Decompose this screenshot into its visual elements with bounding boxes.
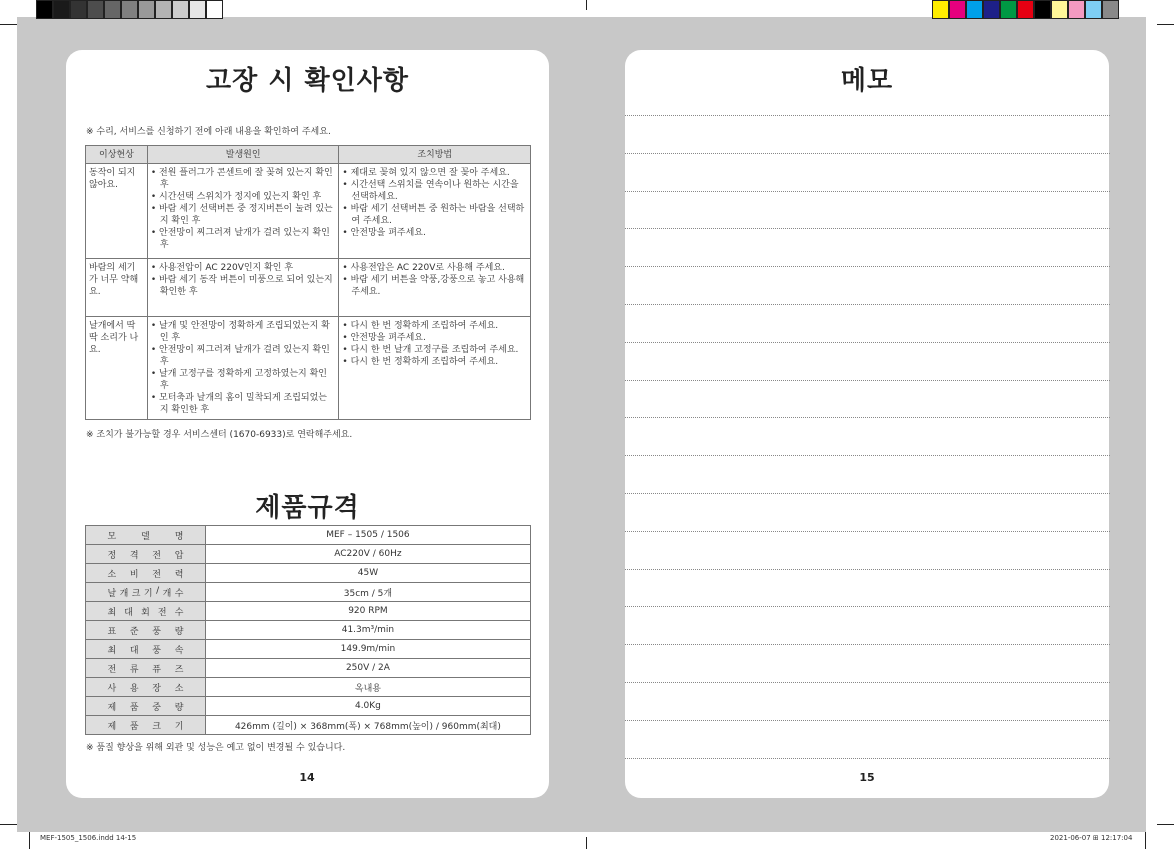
symptom-cell: 바람의 세기가 너무 약해요. [86,259,148,317]
spec-key [86,583,206,602]
color-swatch [104,0,121,19]
memo-line [625,493,1110,494]
color-swatch [966,0,983,19]
spec-key-text: 전 류 퓨 즈 [107,664,184,675]
color-swatch [1000,0,1017,19]
spec-title: 제품규격 [255,493,360,523]
memo-line [625,266,1110,267]
action-item: • 사용전압은 AC 220V로 사용해 주세요. [342,263,505,273]
color-swatch [70,0,87,19]
color-swatch [155,0,172,19]
spec-value: 149.9m/min [205,640,530,659]
action-item: • 다시 한 번 정확하게 조립하여 주세요. [342,321,499,331]
spec-value: 426mm (길이) × 368mm(폭) × 768mm(높이) / 960mm(최대) [205,716,530,735]
color-swatch [1034,0,1051,19]
color-swatch [53,0,70,19]
spec-key [86,659,206,678]
memo-line [625,304,1110,305]
troubleshooting-table [85,145,531,420]
color-swatch [1102,0,1119,19]
spec-key [86,526,206,545]
color-swatch [36,0,53,19]
memo-line [625,720,1110,721]
spec-key-text: 표 준 풍 량 [107,626,184,637]
spec-row [86,697,531,716]
service-note: ※ 조치가 불가능할 경우 서비스센터 (1670-6933)로 연락해주세요. [86,430,353,440]
memo-line [625,191,1110,192]
action-item: • 바람 세기 버튼을 약풍,강풍으로 놓고 사용해 주세요. [342,275,525,297]
crop-mark [0,824,17,825]
cause-item: • 시간선택 스위치가 정지에 있는지 확인 후 [150,192,322,202]
cause-item: • 모터축과 날개의 홈이 밀착되게 조립되었는지 확인한 후 [150,393,327,415]
color-swatch [87,0,104,19]
quality-note: ※ 품질 향상을 위해 외관 및 성능은 예고 없이 변경될 수 있습니다. [86,743,346,753]
cause-item: • 사용전압이 AC 220V인지 확인 후 [150,263,294,273]
cause-item: • 전원 플러그가 콘센트에 잘 꽂혀 있는지 확인 후 [150,168,333,190]
crop-mark [1157,824,1174,825]
spec-table [85,525,531,735]
crop-mark [586,837,587,849]
spec-value: 920 RPM [205,602,530,621]
spec-row [86,659,531,678]
memo-line [625,569,1110,570]
memo-line [625,531,1110,532]
spec-row [86,602,531,621]
spec-value: 35cm / 5개 [205,583,530,602]
action-cell [339,259,531,317]
spec-key [86,564,206,583]
memo-line [625,682,1110,683]
spec-key-text: 소 비 전 력 [107,569,184,580]
cause-item: • 바람 세기 동작 버튼이 미풍으로 되어 있는지 확인한 후 [150,275,333,297]
color-swatch [1051,0,1068,19]
action-item: • 시간선택 스위치를 연속이나 원하는 시간을 선택하세요. [342,180,519,202]
crop-mark [586,0,587,10]
spec-key-text: 최 대 풍 속 [107,645,184,656]
spec-key [86,640,206,659]
spec-key [86,545,206,564]
action-cell [339,317,531,420]
spec-key [86,697,206,716]
crop-mark [29,832,30,849]
color-swatch [1068,0,1085,19]
action-item: • 다시 한 번 정확하게 조립하여 주세요. [342,357,499,367]
right-page-number: 15 [859,771,875,784]
color-swatch [206,0,223,19]
action-item: • 안전망을 펴주세요. [342,333,426,343]
memo-line [625,228,1110,229]
troubleshooting-title: 고장 시 확인사항 [206,66,409,96]
memo-line [625,758,1110,759]
spec-key-text: 제 품 중 량 [107,702,184,713]
crop-mark [0,24,17,25]
cause-cell [147,164,339,259]
cause-item: • 날개 고정구를 정확하게 고정하였는지 확인 후 [150,369,327,391]
memo-line [625,417,1110,418]
spec-key-text: 제 품 크 기 [107,721,184,732]
cause-item: • 안전망이 찌그러져 날개가 걸려 있는지 확인 후 [150,228,330,250]
spec-value: 250V / 2A [205,659,530,678]
spec-key-text: 모 델 명 [107,531,184,542]
spec-key [86,716,206,735]
symptom-cell: 동작이 되지 않아요. [86,164,148,259]
left-page-number: 14 [299,771,315,784]
color-swatch [983,0,1000,19]
color-swatch [1017,0,1034,19]
spec-value: 45W [205,564,530,583]
spec-row [86,564,531,583]
slug-file-info: MEF-1505_1506.indd 14-15 [40,834,137,842]
header-cause: 발생원인 [147,146,339,164]
action-cell [339,164,531,259]
action-item: • 안전망을 펴주세요. [342,228,426,238]
cause-item: • 날개 및 안전망이 정확하게 조립되었는지 확인 후 [150,321,330,343]
color-swatch [138,0,155,19]
spec-key [86,602,206,621]
header-symptom: 이상현상 [86,146,148,164]
cause-item: • 바람 세기 선택버튼 중 정지버튼이 눌려 있는지 확인 후 [150,204,333,226]
memo-line [625,644,1110,645]
color-swatch [949,0,966,19]
spec-row [86,526,531,545]
intro-note: ※ 수리, 서비스를 신청하기 전에 아래 내용을 확인하여 주세요. [86,127,331,137]
cause-item: • 안전망이 찌그러져 날개가 걸려 있는지 확인 후 [150,345,330,367]
color-swatch [1085,0,1102,19]
color-swatch [189,0,206,19]
memo-line [625,115,1110,116]
spec-key-text: 최 대 회 전 수 [107,607,184,618]
spec-key [86,678,206,697]
action-item: • 제대로 꽂혀 있지 않으면 잘 꽂아 주세요. [342,168,510,178]
spec-row [86,583,531,602]
spec-row [86,621,531,640]
spec-value: 옥내용 [205,678,530,697]
spec-row [86,716,531,735]
memo-line [625,606,1110,607]
color-bar [932,0,1119,19]
spec-key-text: 사 용 장 소 [107,683,184,694]
action-item: • 바람 세기 선택버튼 중 원하는 바람을 선택하여 주세요. [342,204,525,226]
color-swatch [932,0,949,19]
spec-row [86,640,531,659]
crop-mark [1145,832,1146,849]
cause-cell [147,317,339,420]
memo-line [625,153,1110,154]
action-item: • 다시 한 번 날개 고정구를 조립하여 주세요. [342,345,519,355]
cause-cell [147,259,339,317]
color-swatch [121,0,138,19]
spec-value: AC220V / 60Hz [205,545,530,564]
symptom-cell: 날개에서 딱딱 소리가 나요. [86,317,148,420]
memo-line [625,342,1110,343]
spec-value: MEF – 1505 / 1506 [205,526,530,545]
memo-line [625,455,1110,456]
grayscale-bar [36,0,223,19]
memo-line [625,380,1110,381]
color-swatch [172,0,189,19]
header-action: 조치방법 [339,146,531,164]
slug-timestamp: 2021-06-07 ⊞ 12:17:04 [1050,834,1133,842]
right-page-sheet [625,50,1109,798]
crop-mark [1157,24,1174,25]
spec-key-text: 날 개 크 기 / 개 수 [107,585,184,599]
spec-row [86,545,531,564]
spec-value: 4.0Kg [205,697,530,716]
spec-row [86,678,531,697]
spec-value: 41.3m³/min [205,621,530,640]
spec-key [86,621,206,640]
spec-key-text: 정 격 전 압 [107,550,184,561]
memo-title: 메모 [840,66,894,96]
